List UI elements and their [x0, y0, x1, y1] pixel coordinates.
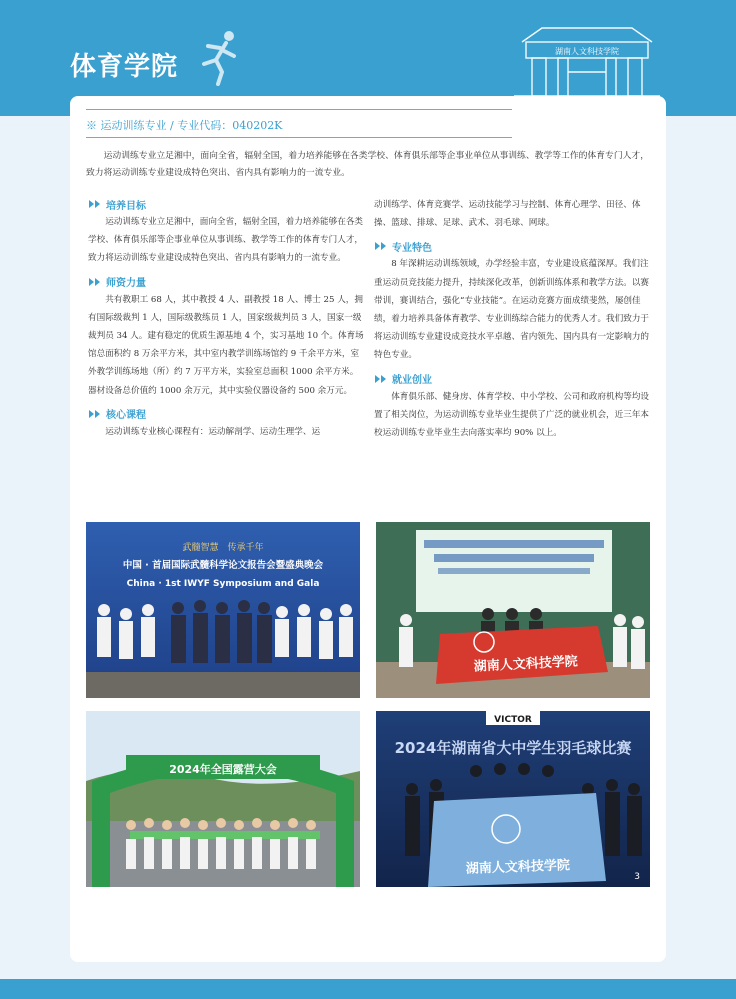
section-title-careers: 就业创业	[392, 375, 432, 387]
banner-line-1: 武髓智慧 传承千年	[182, 543, 264, 553]
section-header	[88, 274, 364, 290]
divider	[86, 109, 512, 110]
section-title-goals: 培养目标	[106, 200, 146, 212]
section-header	[88, 196, 364, 212]
runner-icon	[196, 28, 242, 86]
courses-text: 运动训练专业核心课程有：运动解剖学、运动生理学、运	[105, 426, 321, 437]
photo-camping-conference	[86, 711, 360, 887]
section-header	[374, 238, 650, 254]
banner-text: 湖南人文科技学院	[465, 858, 571, 877]
sponsor-logo: VICTOR	[494, 715, 532, 725]
section-header	[88, 406, 364, 422]
double-arrow-icon	[374, 374, 388, 384]
double-arrow-icon	[88, 199, 102, 209]
double-arrow-icon	[88, 409, 102, 419]
campus-gate-icon	[512, 22, 662, 98]
footer-band	[0, 979, 736, 999]
photo-team-banner	[376, 522, 650, 698]
features-text: 8 年深耕运动训练领域，办学经验丰富，专业建设底蕴深厚。我们注重运动员竞技能力提升，持续深化改革，创新训练体系和教学方法。以赛带训，赛训结合，强化“专业技能”。在运动竞赛方面成绩斐然，屡创佳绩，着力培养具备体育教学、专业训练综合能力的优秀人才。我们致力于将运动训练专业建设成竞技水平卓越、省内领先、国内具有一定影响力的特色专业。	[374, 259, 650, 361]
faculty-text: 共有教职工 68 人，其中教授 4 人、副教授 18 人、博士 25 人，拥有国际级裁判 1 人，国际级教练员 1 人，国家级裁判员 3 人，国家一级裁判员 34 人。建有稳定的优质生源基地 4 个，实习基地 10 个。体育场馆总面积约 8 万余平方米，其中室内教学训练场馆约 9 千余平方米，室外教学训练场地（所）约 7 万平方米，实验室总面积 1000 余平方米。器材设备总价值约 1000 余万元，其中实验仪器设备约 500 余万元。	[88, 294, 364, 396]
photo-badminton-competition	[376, 711, 650, 887]
right-column	[374, 196, 650, 442]
major-code: ※ 运动训练专业 / 专业代码：040202K	[86, 119, 283, 132]
double-arrow-icon	[374, 241, 388, 251]
banner-text: 湖南人文科技学院	[473, 654, 579, 675]
section-header	[374, 371, 650, 387]
college-title: 体育学院	[70, 52, 179, 82]
competition-title: 2024年湖南省大中学生羽毛球比赛	[394, 739, 632, 757]
gate-sign: 湖南人文科技学院	[555, 47, 619, 56]
goals-text: 运动训练专业立足湘中，面向全省，辐射全国，着力培养能够在各类学校、体育俱乐部等企事业单位从事训练、教学等工作的体育专门人才，致力将运动训练专业建设成特色突出、省内具有影响力的一流专业。	[88, 217, 364, 264]
double-arrow-icon	[88, 277, 102, 287]
arch-text: 2024年全国露营大会	[169, 763, 277, 776]
section-title-faculty: 师资力量	[106, 278, 146, 290]
major-intro: 运动训练专业立足湘中，面向全省，辐射全国，着力培养能够在各类学校、体育俱乐部等企事业单位从事训练、教学等工作的体育专门人才，致力将运动训练专业建设成特色突出、省内具有影响力的一流专业。	[86, 151, 650, 178]
divider	[86, 137, 512, 138]
section-title-features: 专业特色	[392, 242, 432, 254]
banner-line-2: 中国 · 首届国际武髓科学论文报告会暨盛典晚会	[122, 560, 324, 571]
careers-text: 体育俱乐部、健身房、体育学校、中小学校、公司和政府机构等均设置了相关岗位，为运动训练专业毕业生提供了广泛的就业机会，近三年本校运动训练专业毕业生去向落实率均 90% 以上。	[374, 391, 650, 439]
photo-symposium	[86, 522, 360, 698]
section-title-courses: 核心课程	[106, 410, 146, 422]
courses-text-continued: 动训练学、体育竞赛学、运动技能学习与控制、体育心理学、田径、体操、篮球、排球、足球、武术、羽毛球、网球。	[374, 200, 641, 229]
left-column	[88, 196, 364, 441]
photo-page-number: 3	[634, 872, 640, 882]
banner-line-3: China · 1st IWYF Symposium and Gala	[126, 579, 320, 589]
